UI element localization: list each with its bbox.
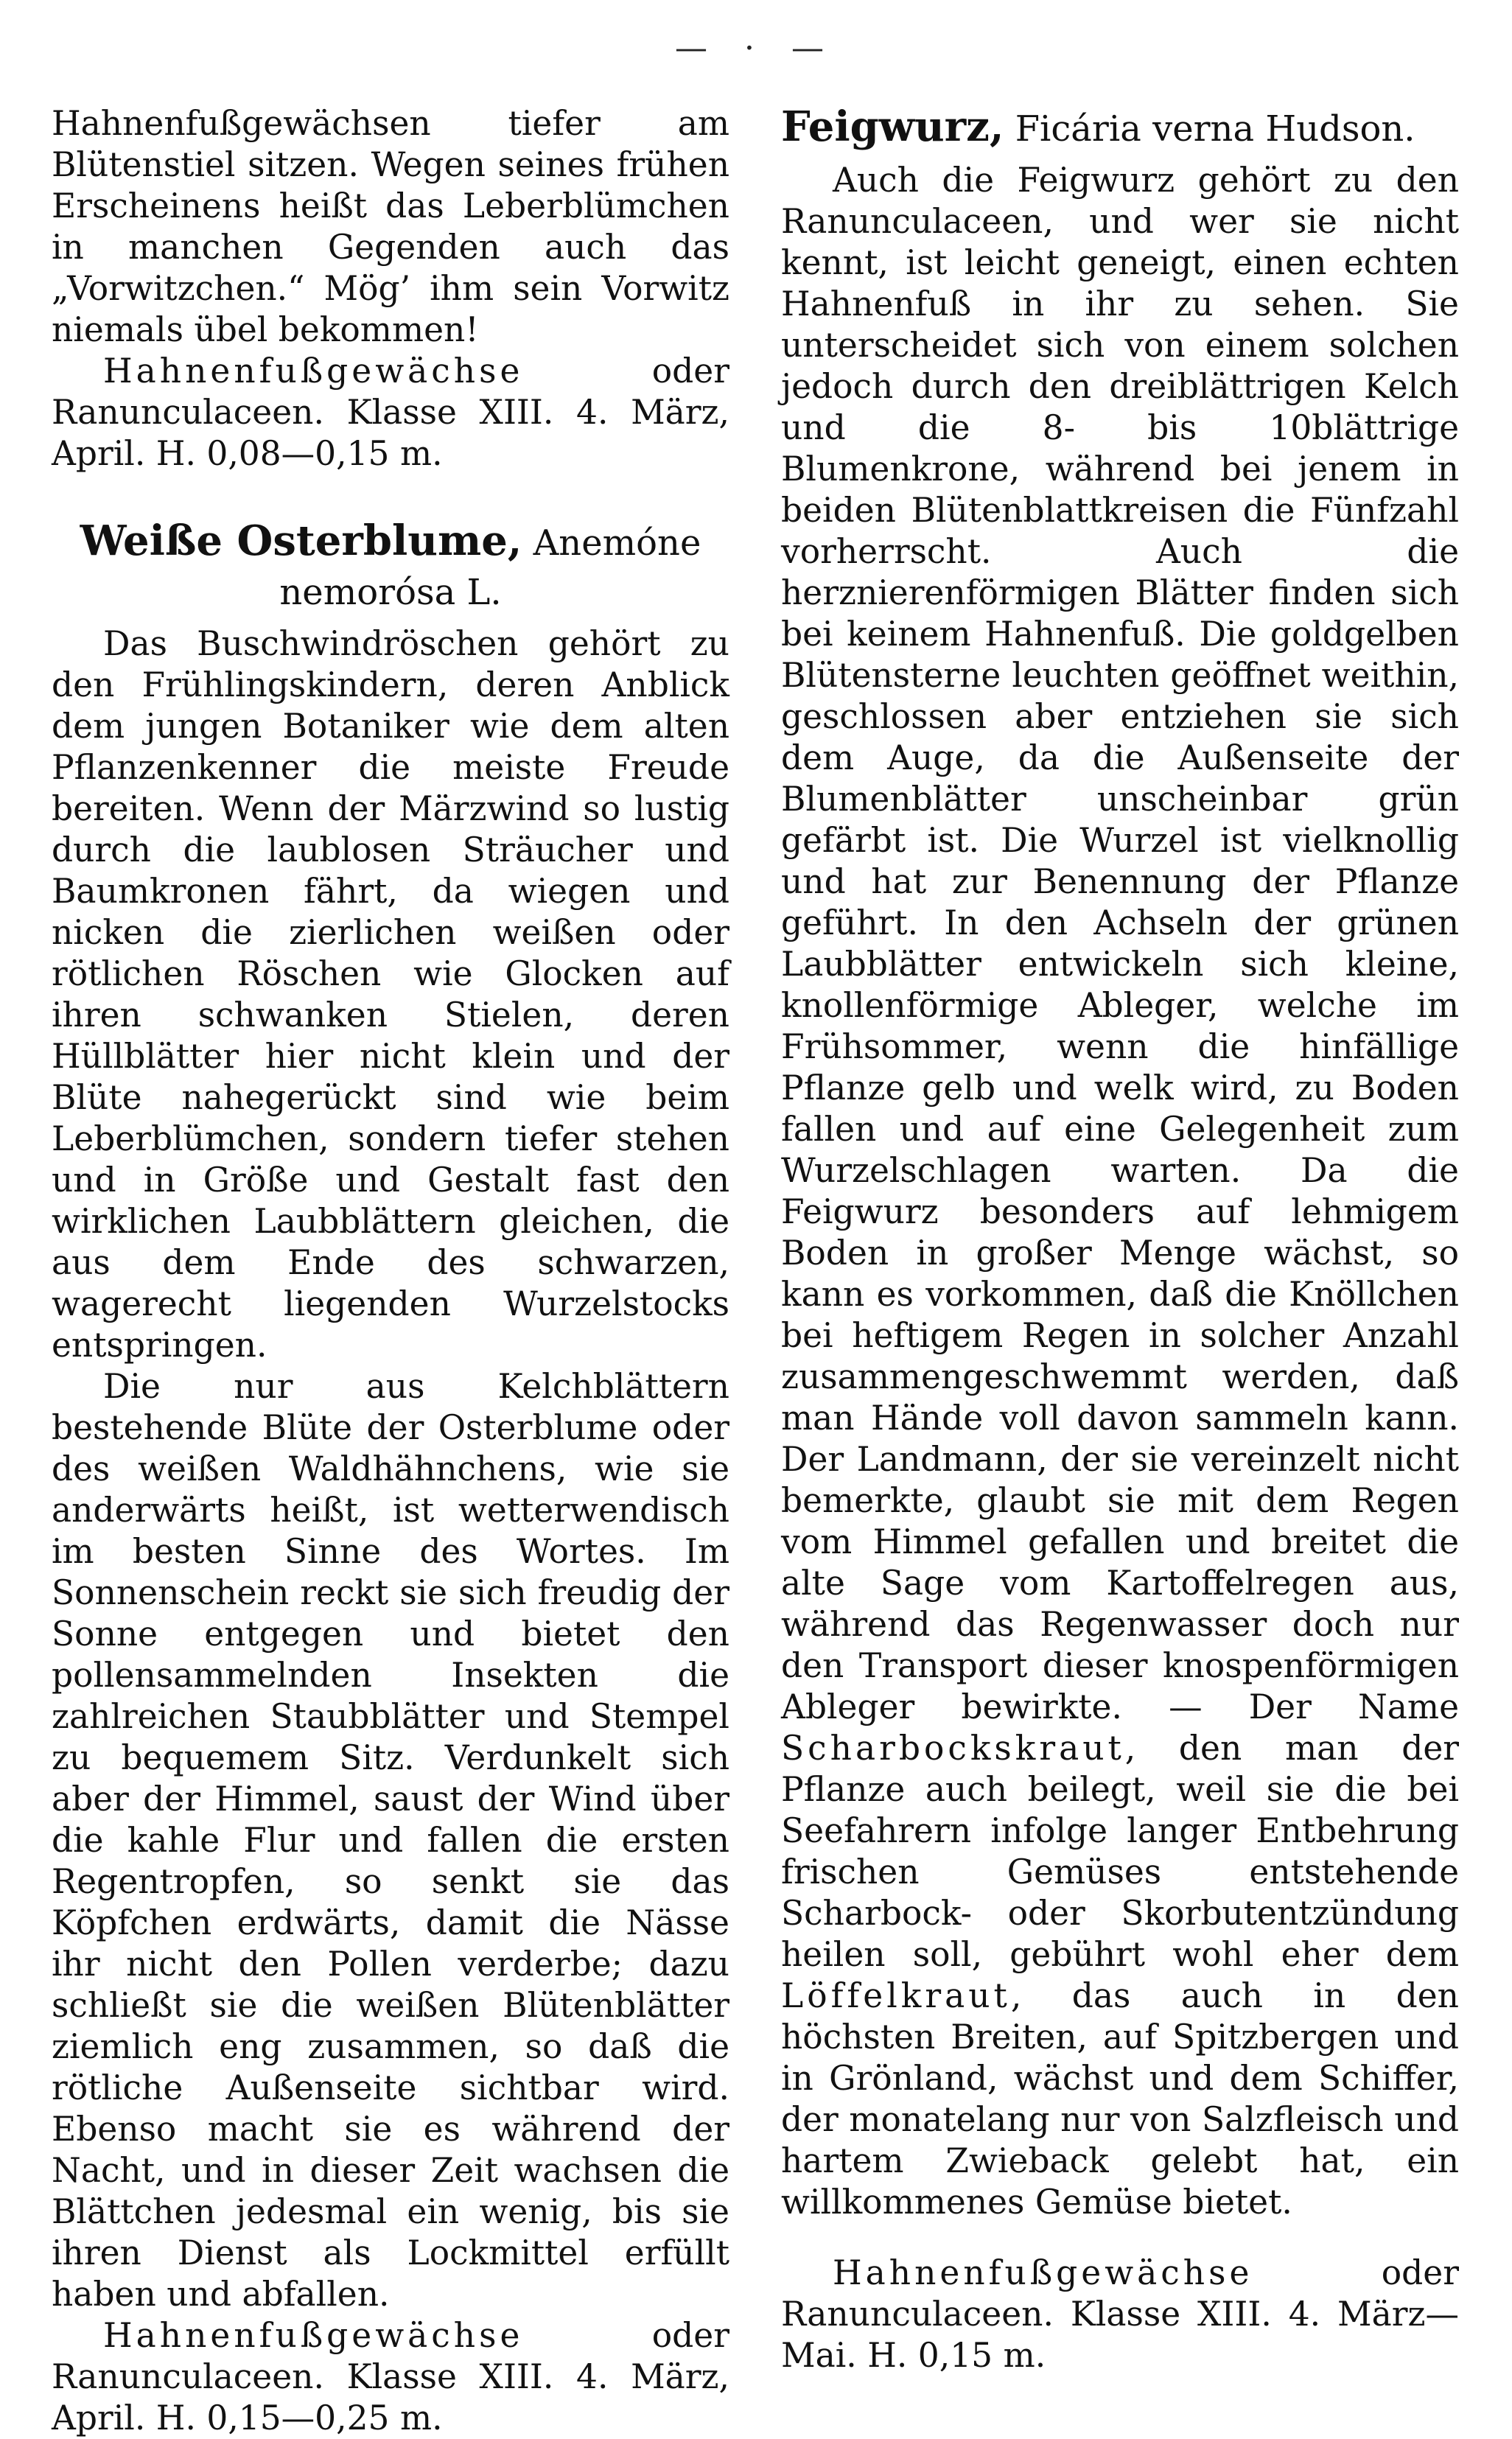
feigwurz-text-part-1: Auch die Feigwurz gehört zu den Ranunculaceen, und wer sie nicht kennt, ist leicht geneigt, einen echten Hahnenfuß in ihr zu sehen. Sie unterscheidet sich von einem solchen jedoch durch den dreiblättrigen Kelch und die 8- bis 10blättrige Blumenkrone, während bei jenem in beiden Blütenblattkreisen die Fünfzahl vorherrscht. Auch die herznierenförmigen Blätter finden sich bei keinem Hahnenfuß. Die goldgelben Blütensterne leuchten geöffnet weithin, geschlossen aber entziehen sie sich dem Auge, da die Außenseite der Blumenblätter unscheinbar grün gefärbt ist. Die Wurzel ist vielknollig und hat zur Benennung der Pflanze geführt. In den Achseln der grünen Laubblätter entwickeln sich kleine, knollenförmige Ableger, welche im Frühsommer, wenn die hinfällige Pflanze gelb und welk wird, zu Boden fallen und auf eine Gelegenheit zum Wurzelschlagen warten. Da die Feigwurz besonders auf lehmigem Boden in großer Menge wächst, so kann es vorkommen, daß die Knöllchen bei heftigem Regen in solcher Anzahl zusammengeschwemmt werden, daß man Hände voll davon sammeln kann. Der Landmann, der sie vereinzelt nicht bemerkte, glaubt sie mit dem Regen vom Himmel gefallen und breitet die alte Sage vom Kartoffelregen aus, während das Regenwasser doch nur den Transport dieser knospenförmigen Ableger bewirkte. — Der Name [781, 161, 1459, 1726]
family-name: Hahnenfußgewächse [833, 2253, 1253, 2292]
right-column [781, 103, 1459, 2376]
heading-common-name: Weiße Osterblume, [80, 517, 522, 565]
term-loeffelkraut: Löffelkraut [781, 1976, 1011, 2015]
feigwurz-text-part-3: , das auch in den höchsten Breiten, auf Spitzbergen und in Grönland, wächst und dem Schiffer, der monatelang nur von Salzfleisch und hartem Zwieback gelebt hat, ein willkommenes Gemüse bietet. [781, 1976, 1459, 2222]
feigwurz-text-part-2: , den man der Pflanze auch beilegt, weil sie die bei Seefahrern infolge langer Entbehrung frischen Gemüses entstehende Scharbock- oder Skorbutentzündung heilen soll, gebührt wohl eher dem [781, 1729, 1459, 1974]
leberbluemchen-paragraph-end: Hahnenfußgewächsen tiefer am Blütenstiel sitzen. Wegen seines frühen Erscheinens heißt das Leberblümchen in manchen Gegenden auch das „Vorwitzchen.“ Mög’ ihm sein Vorwitz niemals übel bekommen! [52, 104, 729, 349]
classification-details: oder Ranunculaceen. Klasse XIII. 4. März, April. H. 0,08—0,15 m. [52, 351, 729, 473]
classification-details: oder Ranunculaceen. Klasse XIII. 4. März, April. H. 0,15—0,25 m. [52, 2316, 729, 2438]
heading-latin-name: Ficária verna Hudson. [1004, 108, 1415, 150]
section-heading-osterblume [52, 517, 729, 616]
page-marker: — · — [675, 29, 837, 67]
term-scharbockskraut: Scharbockskraut [781, 1729, 1125, 1768]
classification-details: oder Ranunculaceen. Klasse XIII. 4. März—Mai. H. 0,15 m. [781, 2253, 1459, 2375]
classification-line [52, 2315, 729, 2439]
family-name: Hahnenfußgewächse [103, 2316, 524, 2355]
left-column [52, 103, 729, 2439]
heading-common-name: Feigwurz, [781, 102, 1004, 151]
section-heading-feigwurz [781, 103, 1459, 153]
family-name: Hahnenfußgewächse [103, 351, 524, 391]
heading-latin-name: Anemóne nemorósa L. [279, 522, 701, 613]
osterblume-paragraph-2: Die nur aus Kelchblättern bestehende Blüte der Osterblume oder des weißen Waldhähnchens, wie sie anderwärts heißt, ist wetterwendisch im besten Sinne des Wortes. Im Sonnenschein reckt sie sich freudig der Sonne entgegen und bietet den pollensammelnden Insekten die zahlreichen Staubblätter und Stempel zu bequemem Sitz. Verdunkelt sich aber der Himmel, saust der Wind über die kahle Flur und fallen die ersten Regentropfen, so senkt sie das Köpfchen erdwärts, damit die Nässe ihr nicht den Pollen verderbe; dazu schließt sie die weißen Blütenblätter ziemlich eng zusammen, so daß die rötliche Außenseite sichtbar wird. Ebenso macht sie es während der Nacht, und in dieser Zeit wachsen die Blättchen jedesmal ein wenig, bis sie ihren Dienst als Lockmittel erfüllt haben und abfallen. [52, 1367, 729, 2314]
classification-line [52, 351, 729, 475]
feigwurz-paragraph [781, 160, 1459, 2223]
classification-line [781, 2253, 1459, 2376]
osterblume-paragraph-1: Das Buschwindröschen gehört zu den Frühlingskindern, deren Anblick dem jungen Botaniker wie dem alten Pflanzenkenner die meiste Freude bereiten. Wenn der Märzwind so lustig durch die laublosen Sträucher und Baumkronen fährt, da wiegen und nicken die zierlichen weißen oder rötlichen Röschen wie Glocken auf ihren schwanken Stielen, deren Hüllblätter hier nicht klein und der Blüte nahegerückt sind wie beim Leberblümchen, sondern tiefer stehen und in Größe und Gestalt fast den wirklichen Laubblättern gleichen, die aus dem Ende des schwarzen, wagerecht liegenden Wurzelstocks entspringen. [52, 624, 729, 1365]
